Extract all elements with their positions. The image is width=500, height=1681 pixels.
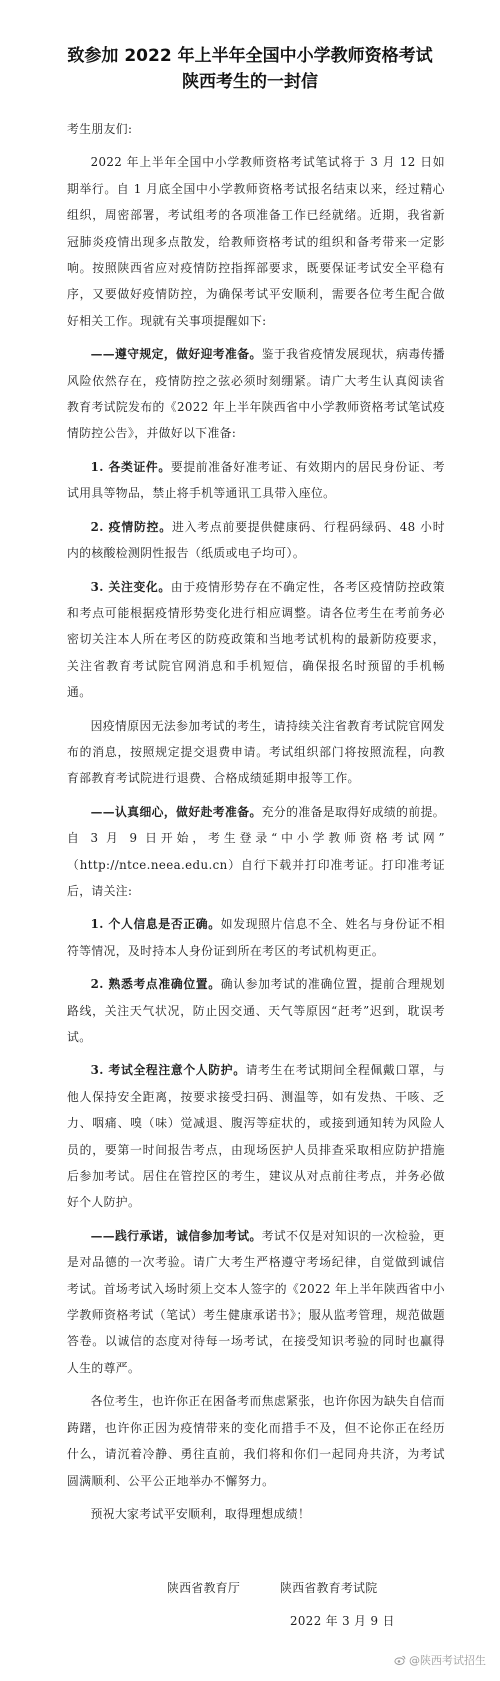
item-heading: 2. 熟悉考点准确位置。 <box>90 977 221 992</box>
section-1-heading: ——遵守规定，做好迎考准备。 <box>90 347 262 362</box>
section-2-paragraph <box>67 799 445 905</box>
section-3-text: 考试不仅是对知识的一次检验，更是对品德的一次考验。请广大考生严格遵守考场纪律，自觉做到诚信考试。首场考试入场时须上交本人签字的《2022 年上半年陕西省中小学教师资格考试（笔试）考生健康承诺书》；服从监考管理，规范做题答卷。以诚信的态度对待每一场考试，在接受知识考验的同时也赢得人生的尊严。 <box>67 1228 445 1375</box>
section-2-item-3 <box>67 1057 445 1215</box>
section-2-item-2 <box>67 971 445 1050</box>
section-3-heading: ——践行承诺，诚信参加考试。 <box>90 1228 262 1243</box>
greeting: 考生朋友们: <box>67 122 133 136</box>
item-text: 请考生在考试期间全程佩戴口罩，与他人保持安全距离，按要求接受扫码、测温等，如有发热、干咳、乏力、咽痛、嗅（味）觉减退、腹泻等症状的，或接到通知转为风险人员的，要第一时间报告考点，由现场医护人员排查采取相应防护措施后参加考试。居住在管控区的考生，建议从对点前往考点，并务必做好个人防护。 <box>67 1063 445 1210</box>
signature-date: 2022 年 3 月 9 日 <box>290 1614 395 1628</box>
section-1-item-2 <box>67 514 445 567</box>
item-heading: 2. 疫情防控。 <box>90 519 172 534</box>
item-text: 由于疫情形势存在不确定性，各考区疫情防控政策和考点可能根据疫情形势变化进行相应调整。请各位考生在考前务必密切关注本人所在考区的防疫政策和当地考试机构的最新防疫要求，关注省教育考试院官网消息和手机短信，确保报名时预留的手机畅通。 <box>67 579 445 700</box>
refund-note-paragraph: 因疫情原因无法参加考试的考生，请持续关注省教育考试院官网发布的消息，按照规定提交退费申请。考试组织部门将按照流程，向教育部教育考试院进行退费、合格成绩延期申报等工作。 <box>67 718 445 786</box>
section-1-paragraph <box>67 341 445 447</box>
item-heading: 1. 个人信息是否正确。 <box>90 917 221 932</box>
weibo-icon <box>394 1654 406 1666</box>
section-1-item-3 <box>67 574 445 706</box>
letter-title-line2: 陕西考生的一封信 <box>182 72 318 92</box>
section-2-heading: ——认真细心，做好赴考准备。 <box>90 804 262 819</box>
section-2-item-1 <box>67 911 445 964</box>
watermark-text: @陕西考试招生 <box>409 1654 486 1667</box>
letter-title-line1: 致参加 2022 年上半年全国中小学教师资格考试 <box>67 46 433 66</box>
item-heading: 3. 考试全程注意个人防护。 <box>90 1063 246 1078</box>
intro-paragraph: 2022 年上半年全国中小学教师资格考试笔试将于 3 月 12 日如期举行。自 1 月底全国中小学教师资格考试报名结束以来，经过精心组织，周密部署，考试组考的各项准备工作已经就绪。近期，我省新冠肺炎疫情出现多点散发，给教师资格考试的组织和备考带来一定影响。按照陕西省应对疫情防控指挥部要求，既要保证考试安全平稳有序，又要做好疫情防控，为确保考试平安顺利，需要各位考生配合做好相关工作。现就有关事项提醒如下: <box>67 155 445 328</box>
item-heading: 3. 关注变化。 <box>90 579 171 594</box>
signature-org-exam-authority: 陕西省教育考试院 <box>280 1581 378 1595</box>
section-1-text: 鉴于我省疫情发展现状，病毒传播风险依然存在，疫情防控之弦必须时刻绷紧。请广大考生认真阅读省教育考试院发布的《2022 年上半年陕西省中小学教师资格考试笔试疫情防控公告》，并做好以下准备: <box>67 347 445 441</box>
section-3-paragraph <box>67 1223 445 1381</box>
item-heading: 1. 各类证件。 <box>90 459 171 474</box>
signature-org-education-department: 陕西省教育厅 <box>167 1581 241 1595</box>
section-1-item-1 <box>67 454 445 507</box>
section-2-text: 充分的准备是取得好成绩的前提。自 3 月 9 日开始，考生登录“中小学教师资格考试网” （http://ntce.neea.edu.cn）自行下载并打印准考证。打印准考证后，请关注: <box>67 804 445 898</box>
letter-body <box>67 116 445 1534</box>
closing-paragraph: 各位考生，也许你正在困备考而焦虑紧张，也许你因为缺失自信而踌躇，也许你正因为疫情带来的变化而措手不及，但不论你正在经历什么，请沉着冷静、勇往直前，我们将和你们一起同舟共济，为考试圆满顺利、公平公正地举办不懈努力。 <box>67 1394 445 1488</box>
item-text: 进入考点前要提供健康码、行程码绿码、48 小时内的核酸检测阴性报告（纸质或电子均可）。 <box>67 519 445 561</box>
item-text: 确认参加考试的准确位置，提前合理规划路线，关注天气状况，防止因交通、天气等原因“赶考”迟到，耽误考试。 <box>67 977 445 1044</box>
item-text: 如发现照片信息不全、姓名与身份证不相符等情况，及时持本人身份证到所在考区的考试机构更正。 <box>67 917 445 958</box>
item-text: 要提前准备好准考证、有效期内的居民身份证、考试用具等物品，禁止将手机等通讯工具带入座位。 <box>67 459 445 501</box>
wish-line: 预祝大家考试平安顺利，取得理想成绩！ <box>90 1506 311 1521</box>
watermark <box>394 1652 486 1668</box>
